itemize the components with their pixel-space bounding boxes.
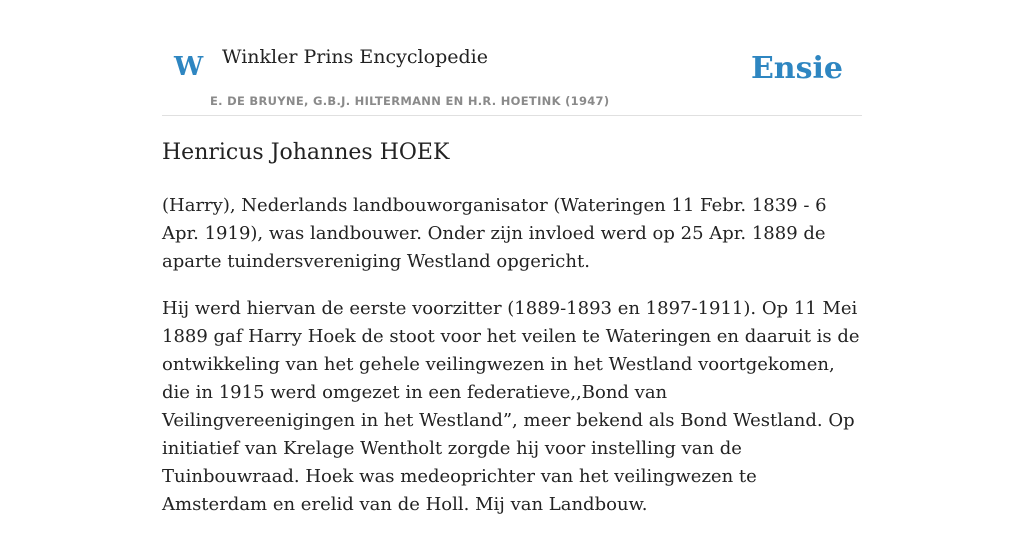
entry-paragraph: (Harry), Nederlands landbouworganisator (Wateringen 11 Febr. 1839 - 6 Apr. 1919), was landbouwer. Onder zijn invloed werd op 25 Apr. 1889 de aparte tuindersvereniging Westland opgericht. — [162, 195, 827, 272]
book-authors: E. DE BRUYNE, G.B.J. HILTERMANN EN H.R. HOETINK (1947) — [210, 94, 610, 108]
ensie-brand-logo[interactable]: Ensie — [750, 51, 843, 86]
winkler-prins-logo[interactable]: W — [174, 52, 204, 82]
book-title[interactable]: Winkler Prins Encyclopedie — [222, 46, 488, 68]
header-divider — [162, 115, 862, 116]
entry-paragraph: Hij werd hiervan de eerste voorzitter (1889-1893 en 1897-1911). Op 11 Mei 1889 gaf Harry Hoek de stoot voor het veilen te Wateringen en daaruit is de ontwikkeling van het gehele veilingwezen in het Westland voortgekomen, die in 1915 werd omgezet in een federatieve,,Bond van Veilingvereenigingen in het Westland”, meer bekend als Bond Westland. Op initiatief van Krelage Wentholt zorgde hij voor instelling van de Tuinbouwraad. Hoek was medeoprichter van het veilingwezen te Amsterdam en erelid van de Holl. Mij van Landbouw. — [162, 298, 860, 515]
entry-title: Henricus Johannes HOEK — [162, 140, 450, 165]
entry-body — [162, 192, 862, 538]
